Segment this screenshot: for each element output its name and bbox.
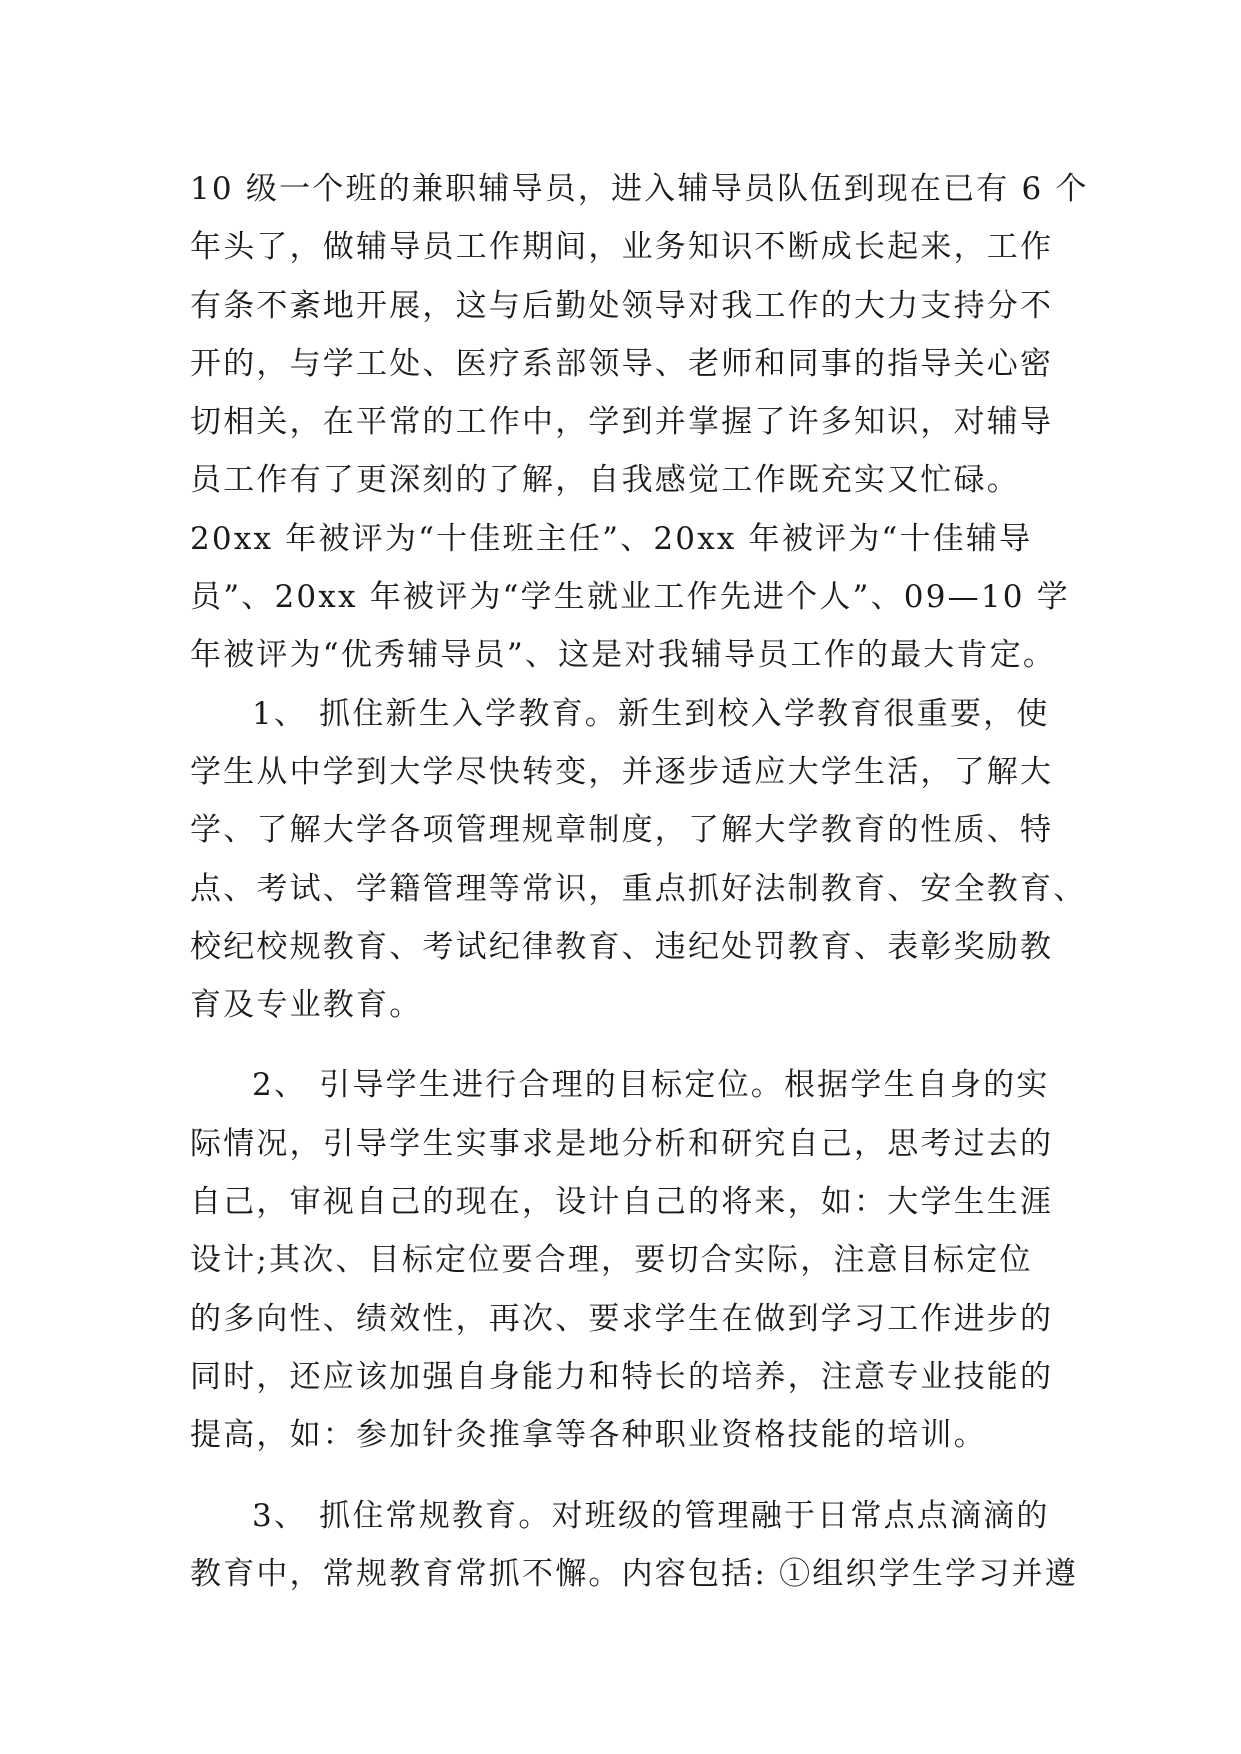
text-line: 育及专业教育。 — [190, 987, 423, 1024]
text-line: 员”、20xx 年被评为“学生就业工作先进个人”、09—10 学 — [190, 579, 1070, 616]
paragraph-gap — [190, 1034, 1060, 1056]
text-line: 10 级一个班的兼职辅导员，进入辅导员队伍到现在已有 6 个 — [190, 171, 1089, 207]
text-line: 员工作有了更深刻的了解，自我感觉工作既充实又忙碌。 — [190, 462, 1020, 499]
text-line: 点、考试、学籍管理等常识，重点抓好法制教育、安全教育、 — [190, 870, 1087, 907]
text-line: 1、 抓住新生入学教育。新生到校入学教育很重要，使 — [252, 695, 1050, 732]
text-line: 自己，审视自己的现在，设计自己的将来，如：大学生生涯 — [190, 1184, 1054, 1221]
text-line: 3、 抓住常规教育。对班级的管理融于日常点点滴滴的 — [252, 1497, 1050, 1534]
text-line: 设计;其次、目标定位要合理，要切合实际，注意目标定位 — [190, 1242, 1033, 1279]
text-line: 学生从中学到大学尽快转变，并逐步适应大学生活，了解大 — [190, 753, 1054, 790]
text-line: 学、了解大学各项管理规章制度，了解大学教育的性质、特 — [190, 812, 1054, 849]
paragraph-1 — [190, 160, 1089, 685]
paragraph-4 — [190, 1487, 1078, 1604]
text-line: 开的，与学工处、医疗系部领导、老师和同事的指导关心密 — [190, 345, 1054, 382]
text-line: 年头了，做辅导员工作期间，业务知识不断成长起来，工作 — [190, 229, 1054, 266]
text-line: 20xx 年被评为“十佳班主任”、20xx 年被评为“十佳辅导 — [190, 520, 1033, 557]
text-line: 有条不紊地开展，这与后勤处领导对我工作的大力支持分不 — [190, 287, 1054, 324]
text-line: 提高，如：参加针灸推拿等各种职业资格技能的培训。 — [190, 1417, 987, 1454]
paragraph-3 — [190, 1056, 1060, 1464]
paragraph-gap — [190, 1465, 1060, 1487]
text-line: 际情况，引导学生实事求是地分析和研究自己，思考过去的 — [190, 1125, 1054, 1162]
text-line: 2、 引导学生进行合理的目标定位。根据学生自身的实 — [252, 1067, 1050, 1104]
text-line: 切相关，在平常的工作中，学到并掌握了许多知识，对辅导 — [190, 404, 1054, 441]
text-line: 同时，还应该加强自身能力和特长的培养，注意专业技能的 — [190, 1358, 1054, 1395]
text-line: 的多向性、绩效性，再次、要求学生在做到学习工作进步的 — [190, 1300, 1054, 1337]
text-line: 年被评为“优秀辅导员”、这是对我辅导员工作的最大肯定。 — [190, 637, 1057, 674]
paragraph-2 — [190, 685, 1087, 1035]
text-line: 教育中，常规教育常抓不懈。内容包括: ①组织学生学习并遵 — [190, 1555, 1078, 1592]
document-page — [190, 160, 1089, 1603]
text-line: 校纪校规教育、考试纪律教育、违纪处罚教育、表彰奖励教 — [190, 928, 1054, 965]
